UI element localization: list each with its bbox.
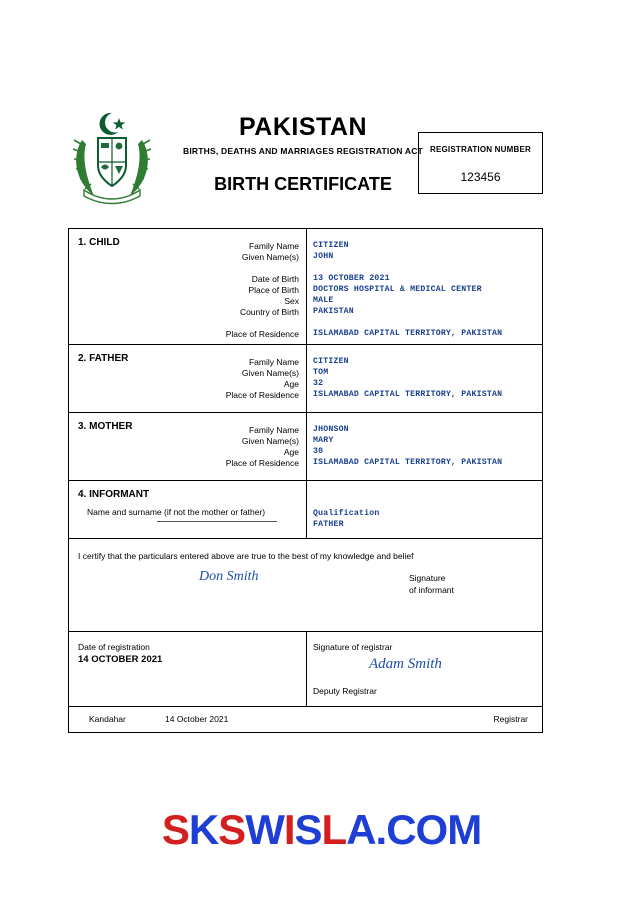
registration-column-divider	[306, 632, 307, 706]
child-given-names-label: Given Name(s)	[241, 252, 299, 262]
child-family-name-value: CITIZEN	[313, 241, 349, 250]
informant-name-input[interactable]	[157, 521, 277, 522]
child-pob-label: Place of Birth	[248, 285, 299, 295]
father-family-name-value: CITIZEN	[313, 357, 349, 366]
mother-given-names-label: Given Name(s)	[241, 436, 299, 446]
child-country-value: PAKISTAN	[313, 307, 354, 316]
footer-registrar-label: Registrar	[493, 714, 528, 724]
section-informant-title: 4. INFORMANT	[78, 489, 150, 500]
informant-qualification-value: FATHER	[313, 520, 344, 529]
certificate-header	[68, 110, 543, 210]
informant-name-label: Name and surname (if not the mother or father)	[87, 507, 266, 517]
father-family-name-label: Family Name	[248, 357, 299, 367]
child-column-divider	[306, 229, 307, 344]
informant-column-divider	[306, 481, 307, 538]
watermark	[0, 806, 643, 854]
mother-given-names-value: MARY	[313, 436, 334, 445]
mother-column-divider	[306, 413, 307, 480]
father-residence-label: Place of Residence	[225, 390, 299, 400]
section-father	[69, 345, 542, 413]
father-given-names-value: TOM	[313, 368, 329, 377]
registration-number-box	[418, 132, 543, 194]
mother-age-label: Age	[283, 447, 299, 457]
watermark-tld: .COM	[375, 806, 482, 853]
child-sex-value: MALE	[313, 296, 334, 305]
section-child-title: 1. CHILD	[78, 237, 120, 248]
title-block	[168, 112, 438, 195]
section-mother	[69, 413, 542, 481]
child-residence-value: ISLAMABAD CAPITAL TERRITORY, PAKISTAN	[313, 329, 503, 338]
mother-residence-label: Place of Residence	[225, 458, 299, 468]
section-registration	[69, 632, 542, 707]
pakistan-state-emblem-icon	[68, 110, 156, 206]
deputy-registrar-label: Deputy Registrar	[313, 686, 377, 696]
mother-age-value: 30	[313, 447, 324, 456]
child-pob-value: DOCTORS HOSPITAL & MEDICAL CENTER	[313, 285, 482, 294]
certification-statement: I certify that the particulars entered above are true to the best of my knowledge and belief	[78, 551, 414, 561]
father-age-label: Age	[283, 379, 299, 389]
registration-date-value: 14 OCTOBER 2021	[78, 654, 163, 665]
child-dob-value: 13 OCTOBER 2021	[313, 274, 390, 283]
informant-qualification-label: Qualification	[313, 509, 380, 518]
registrar-signature-label: Signature of registrar	[313, 642, 393, 652]
section-mother-title: 3. MOTHER	[78, 421, 133, 432]
father-given-names-label: Given Name(s)	[241, 368, 299, 378]
section-footer	[69, 707, 542, 732]
informant-signature-label-line2: of informant	[409, 585, 454, 595]
registration-date-label: Date of registration	[78, 642, 150, 652]
child-family-name-label: Family Name	[248, 241, 299, 251]
father-column-divider	[306, 345, 307, 412]
child-dob-label: Date of Birth	[251, 274, 299, 284]
section-father-title: 2. FATHER	[78, 353, 129, 364]
footer-date: 14 October 2021	[165, 714, 229, 724]
mother-family-name-label: Family Name	[248, 425, 299, 435]
watermark-brand: SKSWISLA	[161, 806, 376, 853]
document-title: BIRTH CERTIFICATE	[214, 174, 392, 194]
registration-number-label: REGISTRATION NUMBER	[430, 145, 531, 154]
informant-signature-label-line1: Signature	[409, 573, 446, 583]
child-country-label: Country of Birth	[239, 307, 299, 317]
section-informant	[69, 481, 542, 539]
child-given-names-value: JOHN	[313, 252, 334, 261]
mother-family-name-value: JHONSON	[313, 425, 349, 434]
registration-number-value: 123456	[460, 170, 501, 184]
section-certification	[69, 539, 542, 632]
mother-residence-value: ISLAMABAD CAPITAL TERRITORY, PAKISTAN	[313, 458, 503, 467]
act-subtitle: BIRTHS, DEATHS AND MARRIAGES REGISTRATION ACT	[183, 146, 423, 156]
child-sex-label: Sex	[284, 296, 299, 306]
father-age-value: 32	[313, 379, 324, 388]
father-residence-value: ISLAMABAD CAPITAL TERRITORY, PAKISTAN	[313, 390, 503, 399]
informant-signature: Don Smith	[199, 569, 259, 584]
footer-city: Kandahar	[89, 714, 126, 724]
child-residence-label: Place of Residence	[225, 329, 299, 339]
country-title: PAKISTAN	[238, 113, 368, 141]
certificate-form	[68, 228, 543, 733]
section-child	[69, 229, 542, 345]
registrar-signature: Adam Smith	[369, 656, 442, 672]
